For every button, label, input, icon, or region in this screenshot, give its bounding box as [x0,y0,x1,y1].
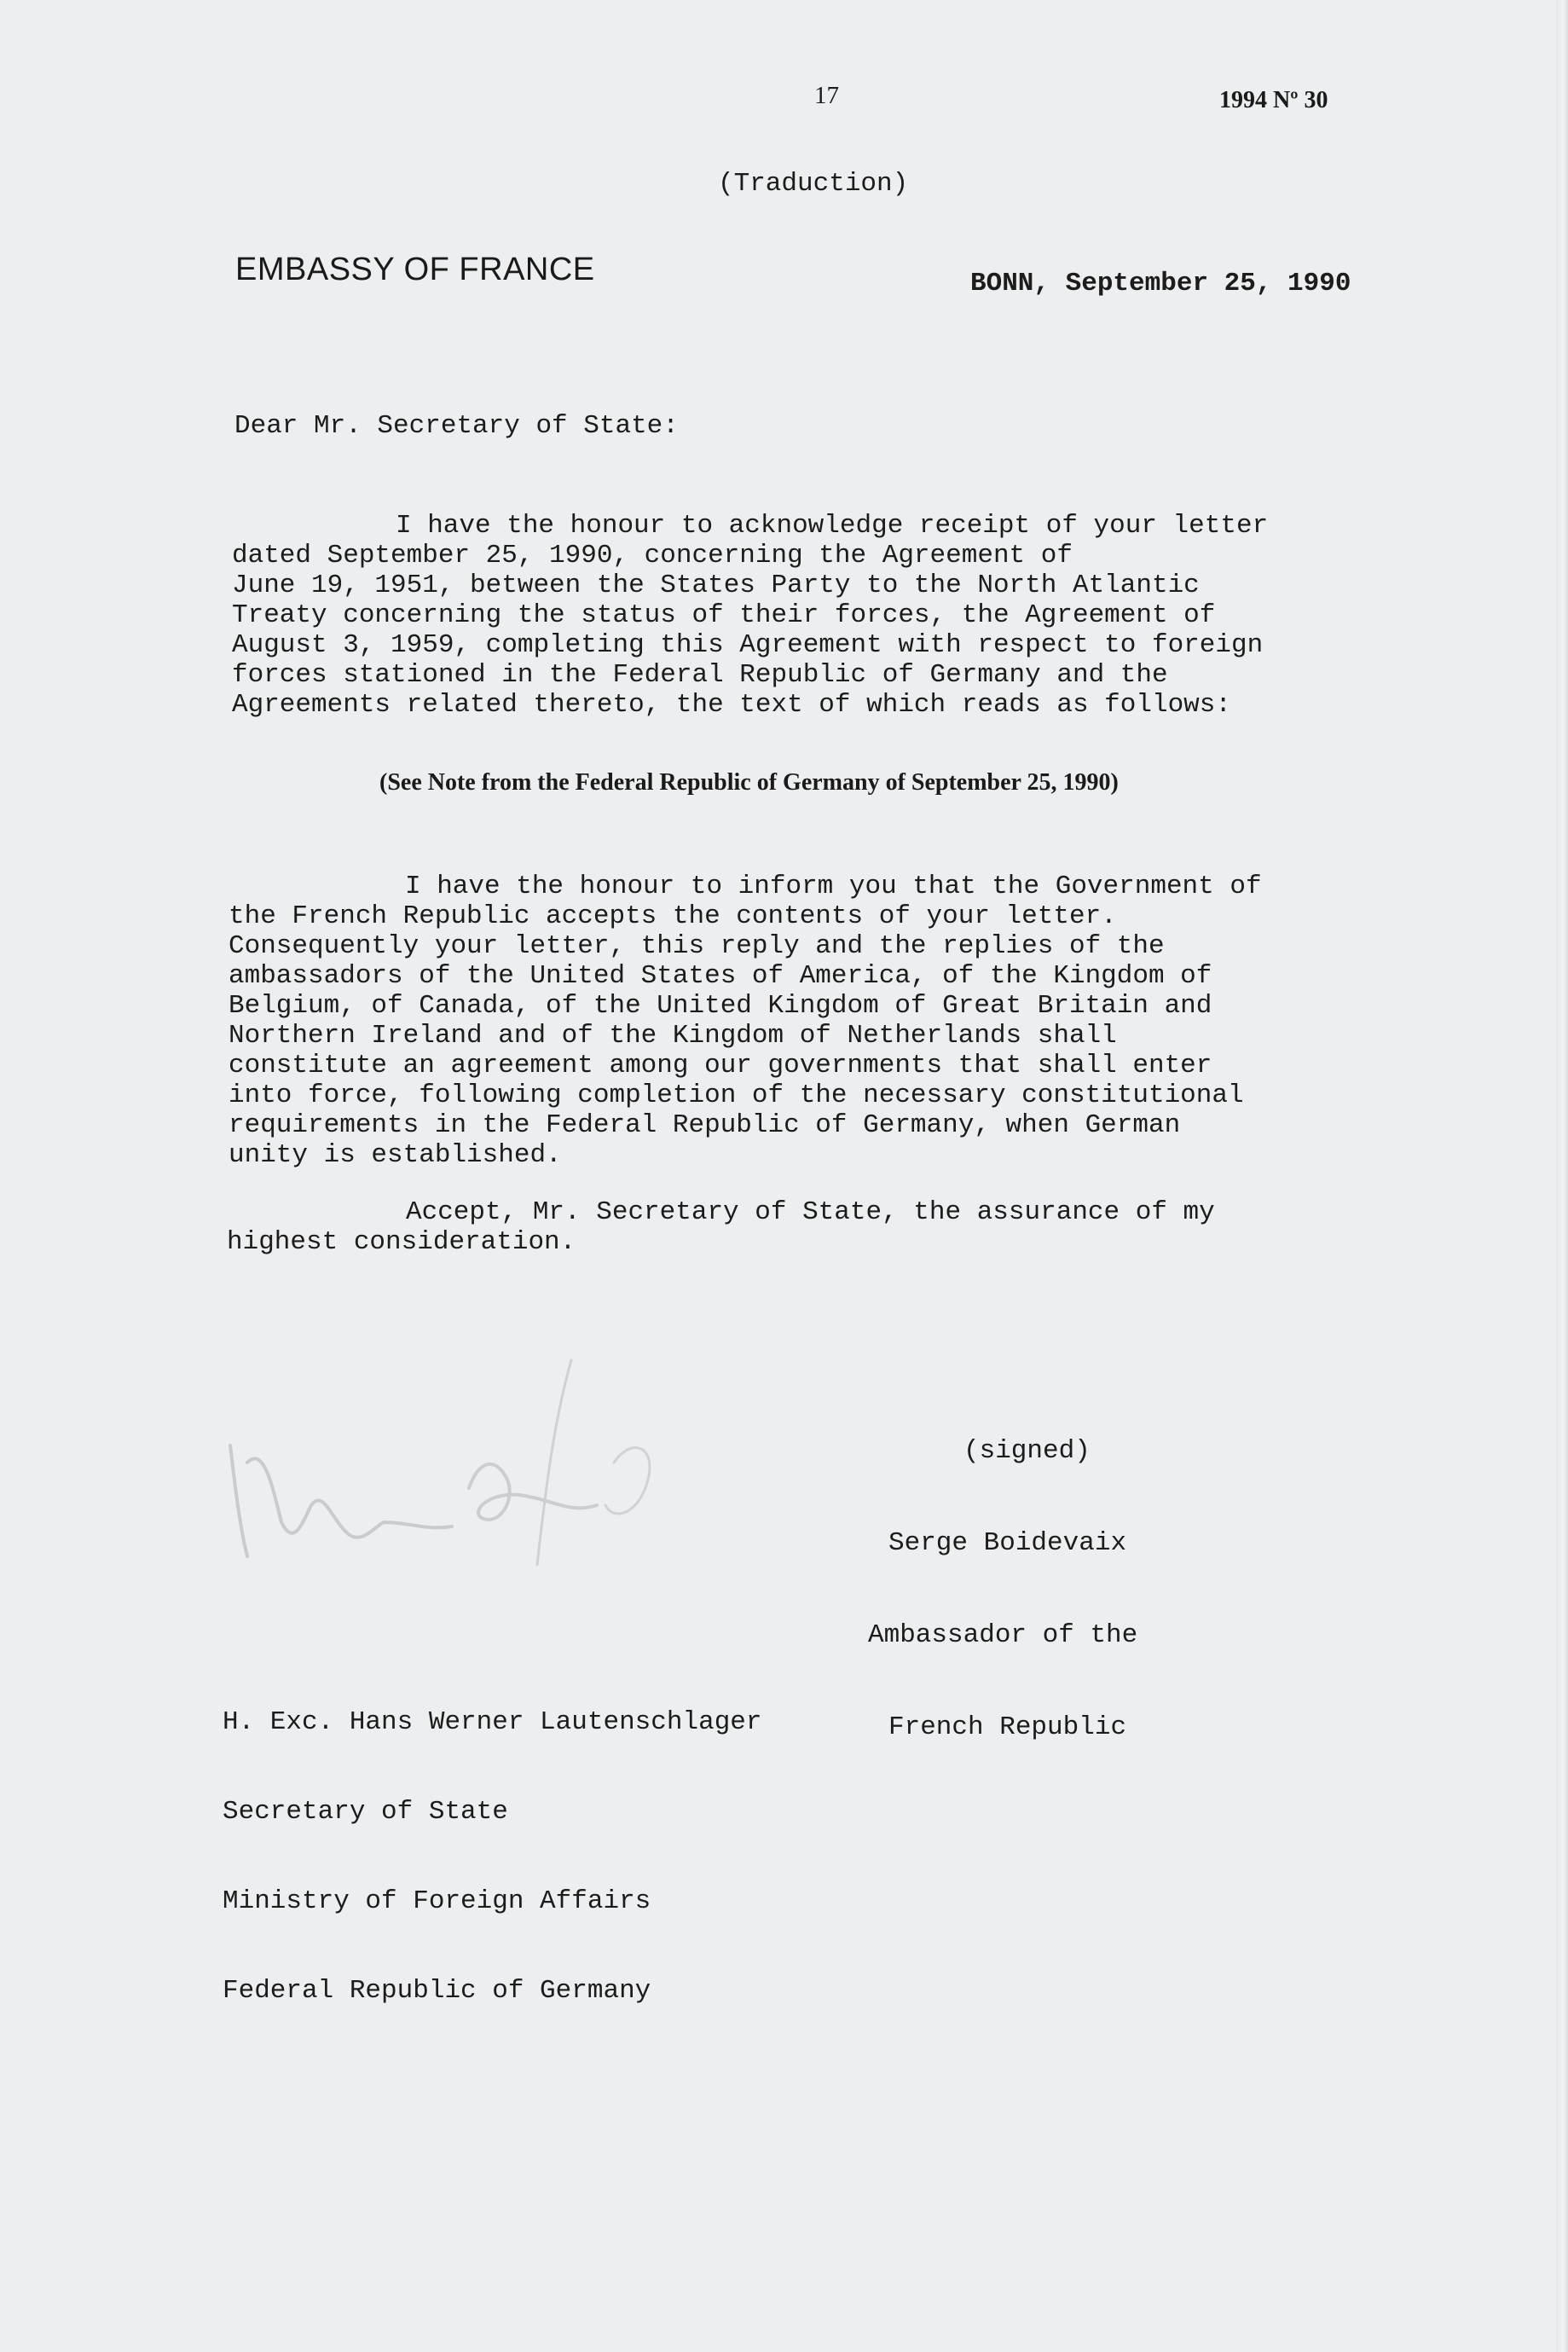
paragraph-1-line: Treaty concerning the status of their forces, the Agreement of [232,600,1216,630]
handwritten-signature [213,1352,793,1573]
paragraph-1-line: I have the honour to acknowledge receipt of your letter [396,511,1269,541]
addressee-country: Federal Republic of Germany [223,1976,651,2006]
issue-number: 1994 Nº 30 [1219,87,1328,113]
sender-heading: EMBASSY OF FRANCE [235,252,595,287]
page-edge [1556,0,1568,2352]
signature-block [868,1375,1137,1805]
paragraph-2-line: Northern Ireland and of the Kingdom of Netherlands shall [229,1021,1117,1051]
paragraph-1-line: June 19, 1951, between the States Party to the North Atlantic [232,571,1200,600]
addressee-title: Secretary of State [223,1797,508,1827]
paragraph-2-line: the French Republic accepts the contents of your letter. [229,901,1117,931]
addressee-block [223,1648,762,2065]
paragraph-1-line: Agreements related thereto, the text of which reads as follows: [232,690,1231,720]
see-note: (See Note from the Federal Republic of Germany of September 25, 1990) [379,769,1119,796]
addressee-name: H. Exc. Hans Werner Lautenschlager [223,1707,762,1737]
salutation: Dear Mr. Secretary of State: [234,411,679,441]
paragraph-2-line: Belgium, of Canada, of the United Kingdom of Great Britain and [229,991,1212,1021]
paragraph-1-line: forces stationed in the Federal Republic of Germany and the [232,660,1168,690]
traduction-label: (Traduction) [718,169,909,199]
signer-name: Serge Boidevaix [888,1528,1127,1558]
closing [227,1197,1420,1257]
closing-line: highest consideration. [227,1227,576,1257]
paragraph-2-line: Consequently your letter, this reply and the replies of the [229,931,1165,961]
paragraph-2 [229,872,1422,1170]
paragraph-2-line: unity is established. [229,1140,562,1170]
signer-title: Ambassador of the [868,1620,1138,1650]
paragraph-2-line: ambassadors of the United States of America, of the Kingdom of [229,961,1212,991]
place-date: BONN, September 25, 1990 [970,269,1351,298]
page-number: 17 [814,82,839,109]
paragraph-1 [232,511,1426,720]
paragraph-1-line: dated September 25, 1990, concerning the Agreement of [232,541,1073,571]
paragraph-1-line: August 3, 1959, completing this Agreement with respect to foreign [232,630,1264,660]
paragraph-2-line: constitute an agreement among our governments that shall enter [229,1051,1212,1080]
paragraph-2-line: I have the honour to inform you that the Government of [405,872,1262,901]
paragraph-2-line: requirements in the Federal Republic of Germany, when German [229,1110,1181,1140]
paragraph-2-line: into force, following completion of the necessary constitutional [229,1080,1244,1110]
signed-label: (signed) [963,1436,1091,1466]
addressee-ministry: Ministry of Foreign Affairs [223,1886,651,1916]
closing-line: Accept, Mr. Secretary of State, the assurance of my [406,1197,1215,1227]
signer-country: French Republic [888,1712,1127,1742]
